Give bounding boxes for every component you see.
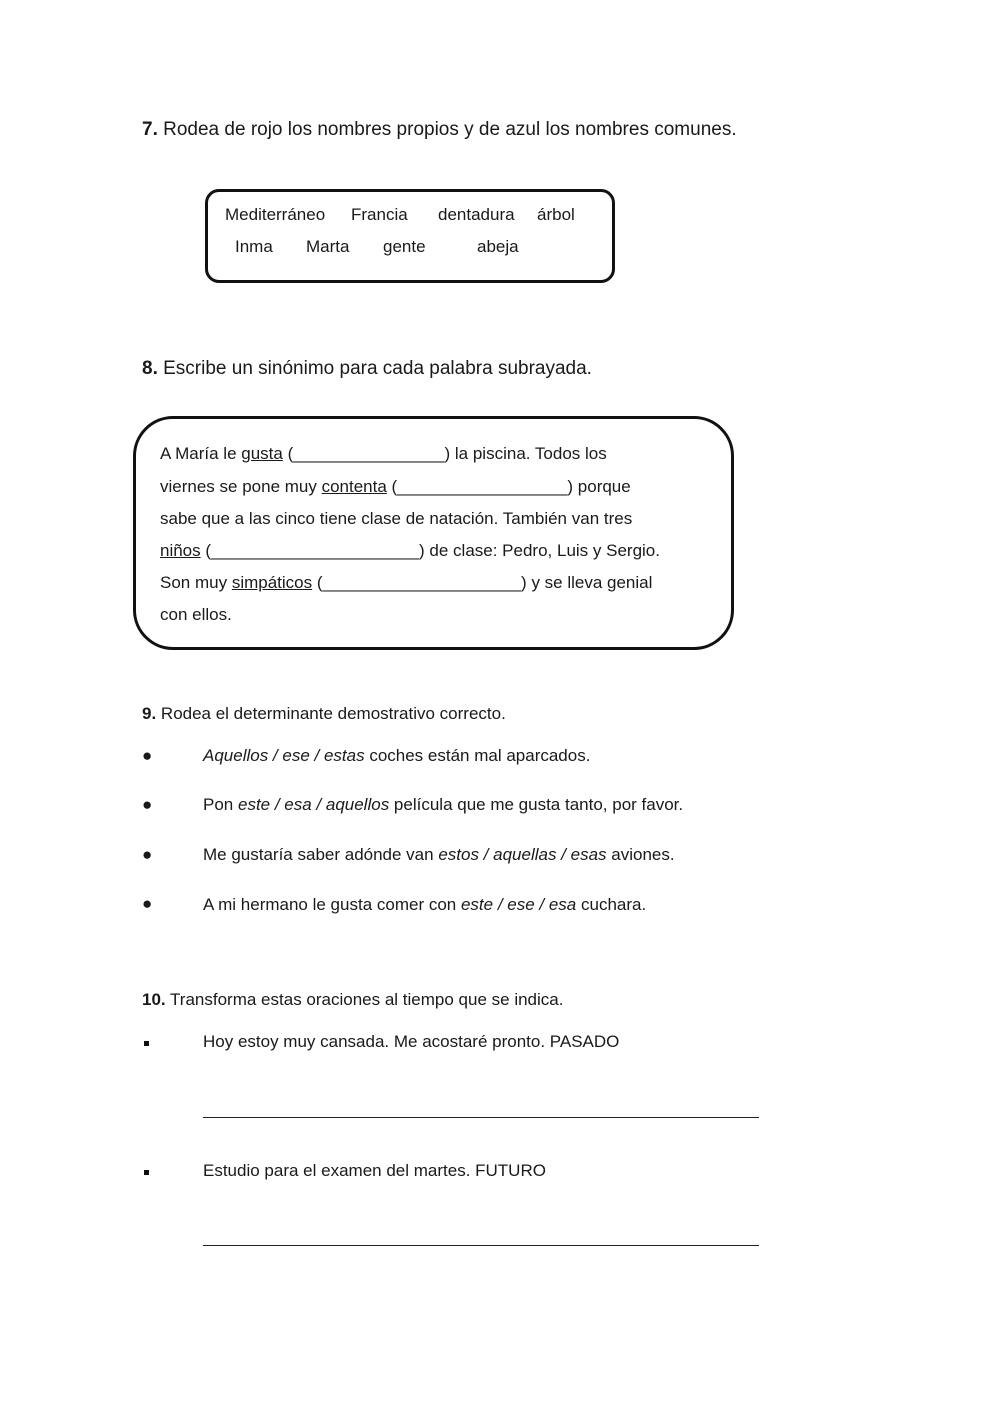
demonstrative-options-1[interactable]: Aquellos / ese / estas [203,746,365,765]
demonstrative-item-3-post: aviones. [606,845,675,864]
synonym-line-2-pre: viernes se pone muy [160,477,322,496]
word-francia[interactable]: Francia [351,205,408,224]
synonym-line-1-pre: A María le [160,444,242,463]
synonym-line-6 [160,605,232,625]
question-9-text: Rodea el determinante demostrativo correcto. [156,704,506,723]
synonym-line-6-pre: con ellos. [160,605,232,624]
underlined-word-contenta: contenta [321,477,387,496]
bullet-icon: ● [142,894,153,913]
question-10-heading [142,990,563,1010]
square-bullet-icon [144,1041,149,1046]
word-dentadura[interactable]: dentadura [438,205,515,224]
demonstrative-item-3-pre: Me gustaría saber adónde van [203,845,439,864]
question-7-heading [142,119,737,141]
demonstrative-item-4[interactable] [203,895,646,915]
bullet-icon: ● [142,845,153,864]
bullet-icon: ● [142,795,153,814]
demonstrative-item-4-pre: A mi hermano le gusta comer con [203,895,461,914]
synonym-line-5[interactable] [160,573,652,593]
underlined-word-simpaticos: simpáticos [231,573,313,592]
demonstrative-item-2-pre: Pon [203,795,238,814]
word-arbol[interactable]: árbol [537,205,575,224]
word-marta[interactable]: Marta [306,237,350,256]
question-10-number: 10. [142,990,166,1009]
synonym-line-1[interactable] [160,444,607,464]
question-9-number: 9. [142,704,157,723]
demonstrative-item-2[interactable] [203,795,683,815]
transform-item-1: Hoy estoy muy cansada. Me acostaré pronto. PASADO [203,1032,620,1051]
synonym-line-2[interactable] [160,477,631,497]
demonstrative-options-3[interactable]: estos / aquellas / esas [438,845,607,864]
demonstrative-item-1[interactable] [203,746,590,766]
question-8-heading [142,358,592,380]
question-8-text: Escribe un sinónimo para cada palabra subrayada. [157,358,592,379]
demonstrative-item-4-post: cuchara. [576,895,647,914]
transform-item-2: Estudio para el examen del martes. FUTURO [203,1161,546,1180]
synonym-line-4[interactable] [160,541,660,561]
synonym-line-1-post: (________________) la piscina. Todos los [282,444,607,463]
demonstrative-item-2-post: película que me gusta tanto, por favor. [389,795,684,814]
synonym-line-3-pre: sabe que a las cinco tiene clase de natación. También van tres [160,509,633,528]
bullet-icon: ● [142,746,153,765]
demonstrative-options-2[interactable]: este / esa / aquellos [237,795,390,814]
underlined-word-ninos: niños [160,541,201,560]
question-10-text: Transforma estas oraciones al tiempo que se indica. [165,990,564,1009]
synonym-line-5-post: (_____________________) y se lleva genial [312,573,653,592]
question-7-text: Rodea de rojo los nombres propios y de azul los nombres comunes. [157,119,737,140]
question-7-number: 7. [142,119,158,140]
underlined-word-gusta: gusta [241,444,283,463]
demonstrative-item-1-post: coches están mal aparcados. [364,746,591,765]
question-8-number: 8. [142,358,158,379]
synonym-line-5-pre: Son muy [160,573,232,592]
question-9-heading [142,704,506,724]
synonym-line-3 [160,509,632,529]
word-abeja[interactable]: abeja [477,237,519,256]
synonym-line-4-post: (______________________) de clase: Pedro, Luis y Sergio. [200,541,660,560]
answer-line-1[interactable] [203,1117,759,1118]
demonstrative-item-3[interactable] [203,845,675,865]
nouns-word-box [205,189,615,283]
word-gente[interactable]: gente [383,237,426,256]
synonym-line-2-post: (__________________) porque [386,477,631,496]
word-inma[interactable]: Inma [235,237,273,256]
square-bullet-icon [144,1170,149,1175]
answer-line-2[interactable] [203,1245,759,1246]
word-mediterraneo[interactable]: Mediterráneo [225,205,326,224]
demonstrative-options-4[interactable]: este / ese / esa [460,895,577,914]
